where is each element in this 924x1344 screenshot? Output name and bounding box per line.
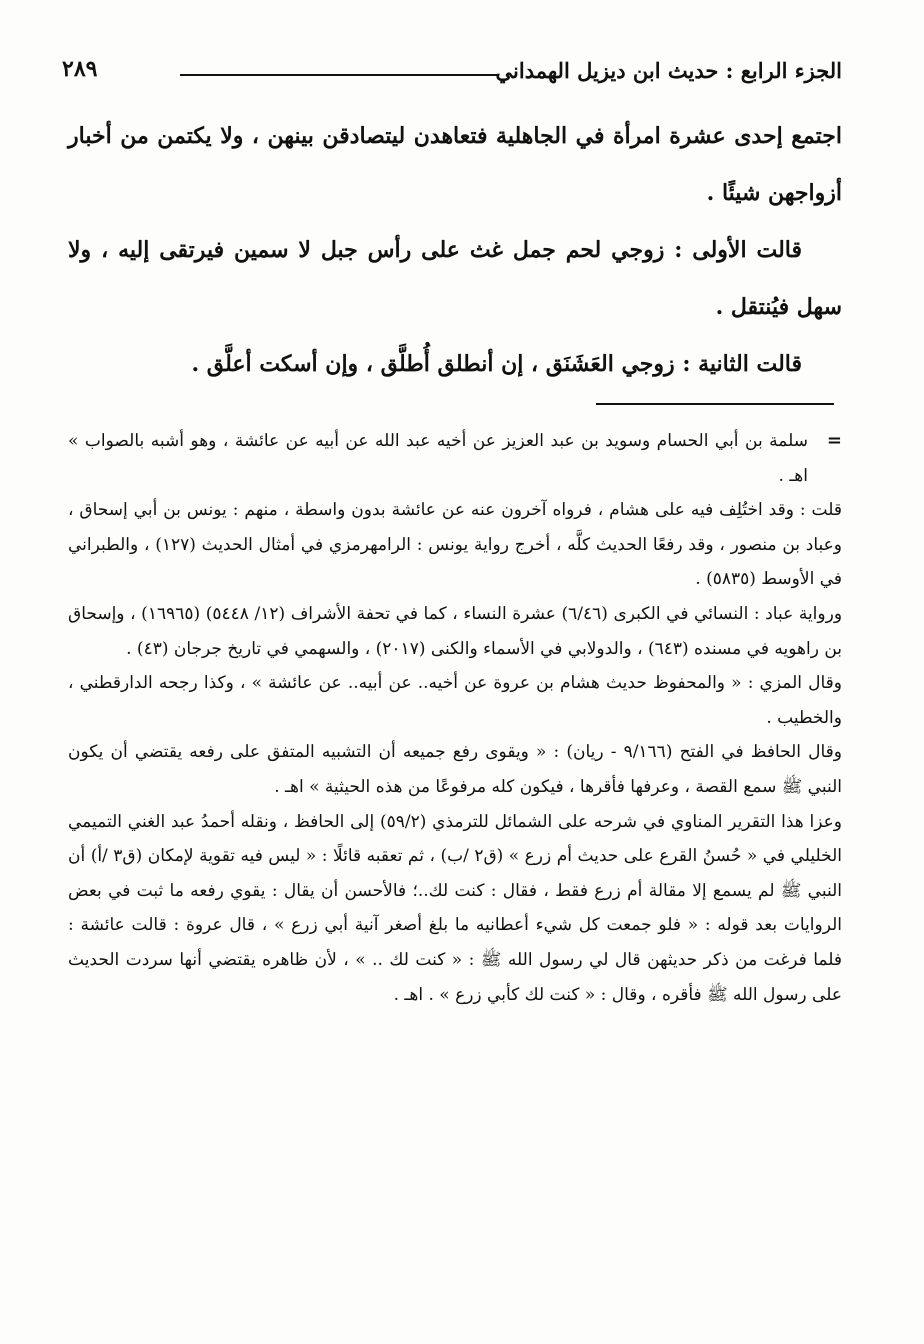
footnote-paragraph: ورواية عباد : النسائي في الكبرى (٦/٤٦) عشرة النساء ، كما في تحفة الأشراف (١٢/ ٥٤٤٨) (١٦٩٦٥) ، وإسحاق بن راهويه في مسنده (٦٤٣) ، والدولابي في الأسماء والكنى (٢٠١٧) ، والسهمي في تاريخ جرجان (٤٣) . [68,603,843,659]
header-rule [180,74,497,76]
running-header [62,52,842,96]
main-paragraph: اجتمع إحدى عشرة امرأة في الجاهلية فتعاهدن ليتصادقن بينهن ، ولا يكتمن من أخبار أزواجهن شيئًا . [68,123,842,206]
footnote-paragraph: سلمة بن أبي الحسام وسويد بن عبد العزيز عن أخيه عبد الله عن أبيه عن عائشة ، وهو أشبه بالصواب » اهـ . [68,431,808,486]
footnote-paragraph: وقال المزي : « والمحفوظ حديث هشام بن عروة عن أخيه.. عن أبيه.. عن عائشة » ، وكذا رجحه الدارقطني ، والخطيب . [68,673,842,728]
page-number: ٢٨٩ [62,56,98,82]
main-paragraph: قالت الأولى : زوجي لحم جمل غث على رأس جبل لا سمين فيرتقى إليه ، ولا سهل فيُنتقل . [68,237,842,320]
main-paragraph: قالت الثانية : زوجي العَشَنَق ، إن أنطلق أُطلَّق ، وإن أسكت أعلَّق . [191,351,802,377]
footnote-separator [596,403,834,405]
running-header-title: الجزء الرابع : حديث ابن ديزيل الهمداني [495,58,842,83]
footnote-paragraph: وعزا هذا التقرير المناوي في شرحه على الشمائل للترمذي (٥٩/٢) إلى الحافظ ، ونقله أحمدُ عبد الغني التميمي الخليلي في « حُسنُ القرع على حديث أم زرع » (ق٢ /ب) ، ثم تعقبه قائلًا : « ليس فيه تقوية لإمكان (ق٣ /أ) أن النبي ﷺ لم يسمع إلا مقالة أم زرع فقط ، فقال : كنت لك..؛ فالأحسن أن يقال : يقوي رفعه ما ثبت في بعض الروايات بعد قوله : « فلو جمعت كل شيء أعطانيه ما بلغ أصغر آنية أبي زرع » ، قال عروة : قالت عائشة : فلما فرغت من ذكر حديثهن قال لي رسول الله ﷺ : « كنت لك .. » ، لأن ظاهره يقتضي أنها سردت الحديث على رسول الله ﷺ فأقره ، وقال : « كنت لك كأبي زرع » . اهـ . [68,811,842,1005]
footnotes [68,424,842,1012]
footnote-paragraph: وقال الحافظ في الفتح (٩/١٦٦ - ريان) : « ويقوى رفع جميعه أن التشبيه المتفق على رفعه يقتضي أن يكون النبي ﷺ سمع القصة ، وعرفها فأقرها ، فيكون كله مرفوعًا من هذه الحيثية » اهـ . [68,742,842,797]
footnote-continuation-marker: = [826,430,842,451]
footnote-paragraph: قلت : وقد اختُلِف فيه على هشام ، فرواه آخرون عنه عن عائشة بدون واسطة ، منهم : يونس بن أبي إسحاق ، وعباد بن منصور ، وقد رفعًا الحديث كلَّه ، أخرج رواية يونس : الرامهرمزي في أمثال الحديث (١٢٧) ، والطبراني في الأوسط (٥٨٣٥) . [68,500,842,590]
main-text [68,108,842,393]
